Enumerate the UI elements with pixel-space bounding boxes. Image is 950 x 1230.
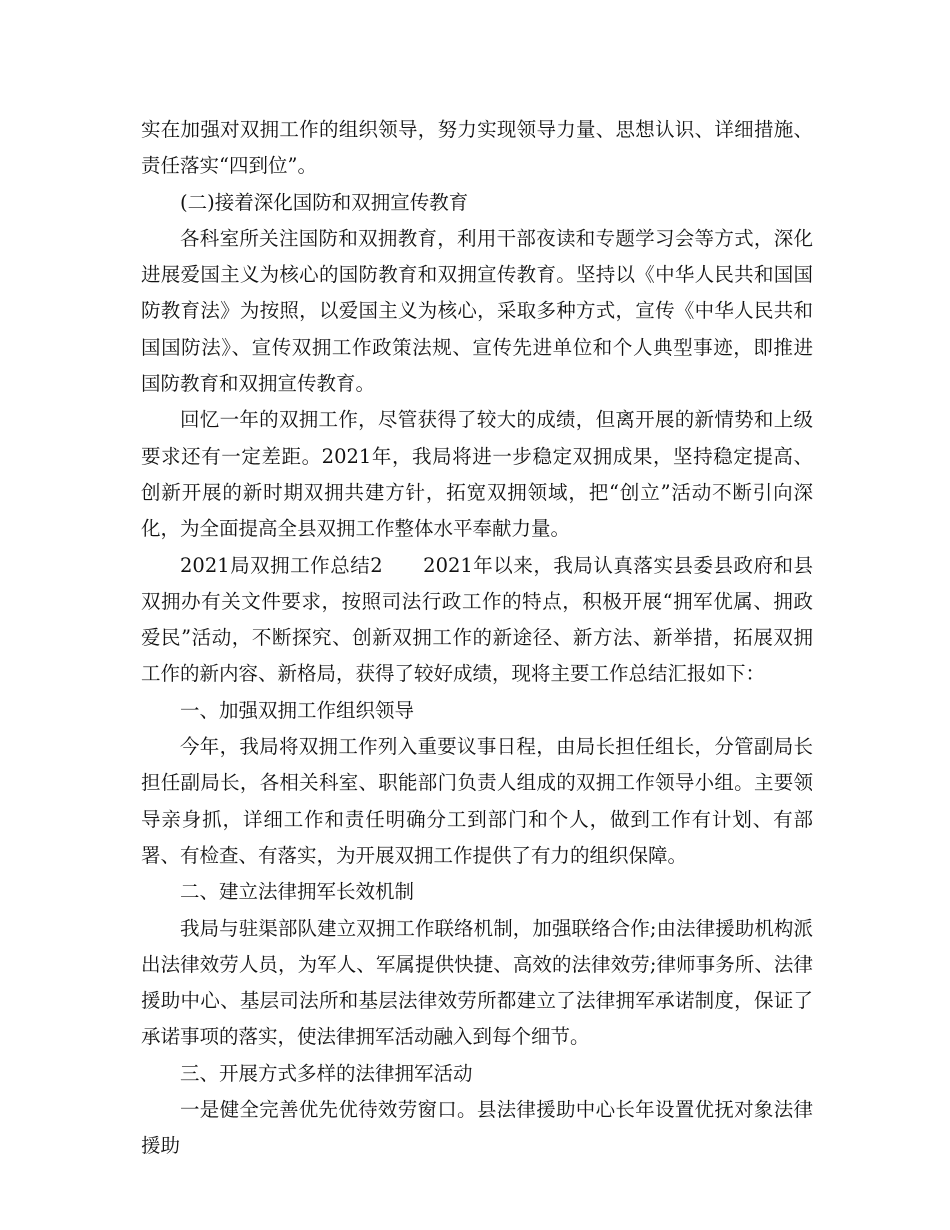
section-heading-2: (二)接着深化国防和双拥宣传教育 bbox=[180, 190, 469, 214]
paragraph-leadership: 今年，我局将双拥工作列入重要议事日程，由局长担任组长，分管副局长担任副局长，各相关科室、职能部门负责人组成的双拥工作领导小组。主要领导亲身抓，详细工作和责任明确分工到部门和个人，做到工作有计划、有部署、有检查、有落实，为开展双拥工作提供了有力的组织保障。 bbox=[141, 735, 813, 867]
paragraph-window: 一是健全完善优先优待效劳窗口。县法律援助中心长年设置优抚对象法律援助 bbox=[141, 1098, 813, 1158]
section-heading-two: 二、建立法律拥军长效机制 bbox=[180, 880, 415, 904]
document-body bbox=[141, 112, 813, 1165]
paragraph-continuation: 实在加强对双拥工作的组织领导，努力实现领导力量、思想认识、详细措施、责任落实“四到位”。 bbox=[141, 118, 813, 178]
paragraph-summary-2-intro: 2021局双拥工作总结2 2021年以来，我局认真落实县委县政府和县双拥办有关文件要求，按照司法行政工作的特点，积极开展“拥军优属、拥政爱民”活动，不断探究、创新双拥工作的新途径、新方法、新举措，拓展双拥工作的新内容、新格局，获得了较好成绩，现将主要工作总结汇报如下： bbox=[141, 553, 813, 686]
paragraph-education: 各科室所关注国防和双拥教育，利用干部夜读和专题学习会等方式，深化进展爱国主义为核心的国防教育和双拥宣传教育。坚持以《中华人民共和国国防教育法》为按照，以爱国主义为核心，采取多种方式，宣传《中华人民共和国国防法》、宣传双拥工作政策法规、宣传先进单位和个人典型事迹，即推进国防教育和双拥宣传教育。 bbox=[141, 226, 813, 396]
section-heading-one: 一、加强双拥工作组织领导 bbox=[180, 698, 415, 722]
paragraph-review: 回忆一年的双拥工作，尽管获得了较大的成绩，但离开展的新情势和上级要求还有一定差距。2021年，我局将进一步稳定双拥成果，坚持稳定提高、创新开展的新时期双拥共建方针，拓宽双拥领域，把“创立”活动不断引向深化，为全面提高全县双拥工作整体水平奉献力量。 bbox=[141, 408, 813, 541]
paragraph-mechanism: 我局与驻渠部队建立双拥工作联络机制，加强联络合作;由法律援助机构派出法律效劳人员，为军人、军属提供快捷、高效的法律效劳;律师事务所、法律援助中心、基层司法所和基层法律效劳所都建立了法律拥军承诺制度，保证了承诺事项的落实，使法律拥军活动融入到每个细节。 bbox=[141, 916, 813, 1049]
section-heading-three: 三、开展方式多样的法律拥军活动 bbox=[180, 1061, 473, 1085]
